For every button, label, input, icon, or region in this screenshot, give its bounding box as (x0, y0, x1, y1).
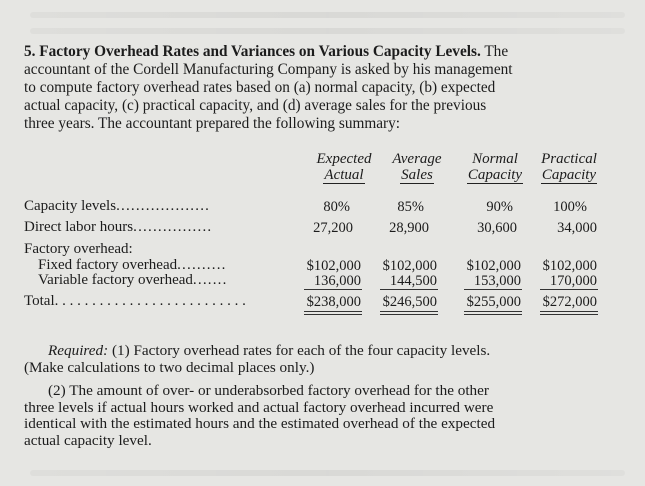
cell-variable-practical: 170,000 (549, 273, 597, 289)
cell-total-expected-actual: $238,000 (306, 294, 361, 310)
total-double-rule (304, 314, 362, 315)
problem-heading: 5. Factory Overhead Rates and Variances on Various Capacity Levels. (24, 43, 481, 60)
problem-statement (24, 43, 609, 133)
total-double-rule (540, 311, 598, 312)
cell-fixed-practical: $102,000 (542, 258, 597, 274)
required-part-1: Required: (1) Factory overhead rates for each of the four capacity levels. (Make calculations to two decimal places only.) (24, 342, 491, 376)
cell-dlh-expected-actual: 27,200 (313, 220, 353, 236)
cell-dlh-normal: 30,600 (477, 220, 517, 236)
cell-variable-normal: 153,000 (473, 273, 521, 289)
subtotal-rule (380, 289, 438, 290)
cell-fixed-expected-actual: $102,000 (306, 258, 361, 274)
required-part-2: (2) The amount of over- or underabsorbed factory overhead for the other three levels if actual hours worked and actual factory overhead incurred were identical with the estimated hours and the estimated overhead of the expected actual capacity level. (24, 382, 496, 449)
total-double-rule (380, 314, 438, 315)
cell-dlh-average-sales: 28,900 (389, 220, 429, 236)
cell-total-practical: $272,000 (542, 294, 597, 310)
total-double-rule (380, 311, 438, 312)
intro-line: to compute factory overhead rates based on (a) normal capacity, (b) expected (24, 79, 496, 96)
column-header-practical-capacity: Practical Capacity (541, 151, 597, 183)
bleed-through-line (30, 28, 625, 34)
cell-capacity-practical: 100% (553, 199, 587, 215)
row-label-direct-labor-hours: Direct labor hours................ (24, 219, 213, 235)
intro-line: accountant of the Cordell Manufacturing Company is asked by his management (24, 61, 513, 78)
cell-capacity-average-sales: 85% (397, 199, 424, 215)
intro-line: The (480, 43, 509, 60)
total-double-rule (464, 311, 522, 312)
intro-line: three years. The accountant prepared the following summary: (24, 115, 401, 132)
cell-fixed-normal: $102,000 (466, 258, 521, 274)
intro-line: actual capacity, (c) practical capacity, and (d) average sales for the previous (24, 97, 487, 114)
row-label-variable-factory-overhead: Variable factory overhead....... (38, 272, 228, 288)
column-header-expected-actual: Expected Actual (316, 151, 372, 183)
total-double-rule (304, 311, 362, 312)
column-header-normal-capacity: Normal Capacity (467, 151, 523, 183)
subtotal-rule (464, 289, 522, 290)
subtotal-rule (304, 289, 362, 290)
row-label-factory-overhead: Factory overhead: (24, 241, 133, 257)
cell-capacity-expected-actual: 80% (323, 199, 350, 215)
cell-total-average-sales: $246,500 (382, 294, 437, 310)
subtotal-rule (540, 289, 598, 290)
cell-dlh-practical: 34,000 (557, 220, 597, 236)
row-label-fixed-factory-overhead: Fixed factory overhead.......... (38, 257, 227, 273)
total-double-rule (540, 314, 598, 315)
cell-total-normal: $255,000 (466, 294, 521, 310)
column-header-average-sales: Average Sales (392, 151, 442, 183)
cell-fixed-average-sales: $102,000 (382, 258, 437, 274)
bleed-through-line (30, 12, 625, 18)
cell-variable-expected-actual: 136,000 (313, 273, 361, 289)
cell-capacity-normal: 90% (486, 199, 513, 215)
row-label-capacity-levels: Capacity levels................... (24, 198, 211, 214)
cell-variable-average-sales: 144,500 (389, 273, 437, 289)
required-label: Required: (48, 342, 109, 359)
total-double-rule (464, 314, 522, 315)
bleed-through-line (30, 470, 625, 476)
row-label-total: Total. . . . . . . . . . . . . . . . . . . . . . . . . . (24, 293, 246, 309)
